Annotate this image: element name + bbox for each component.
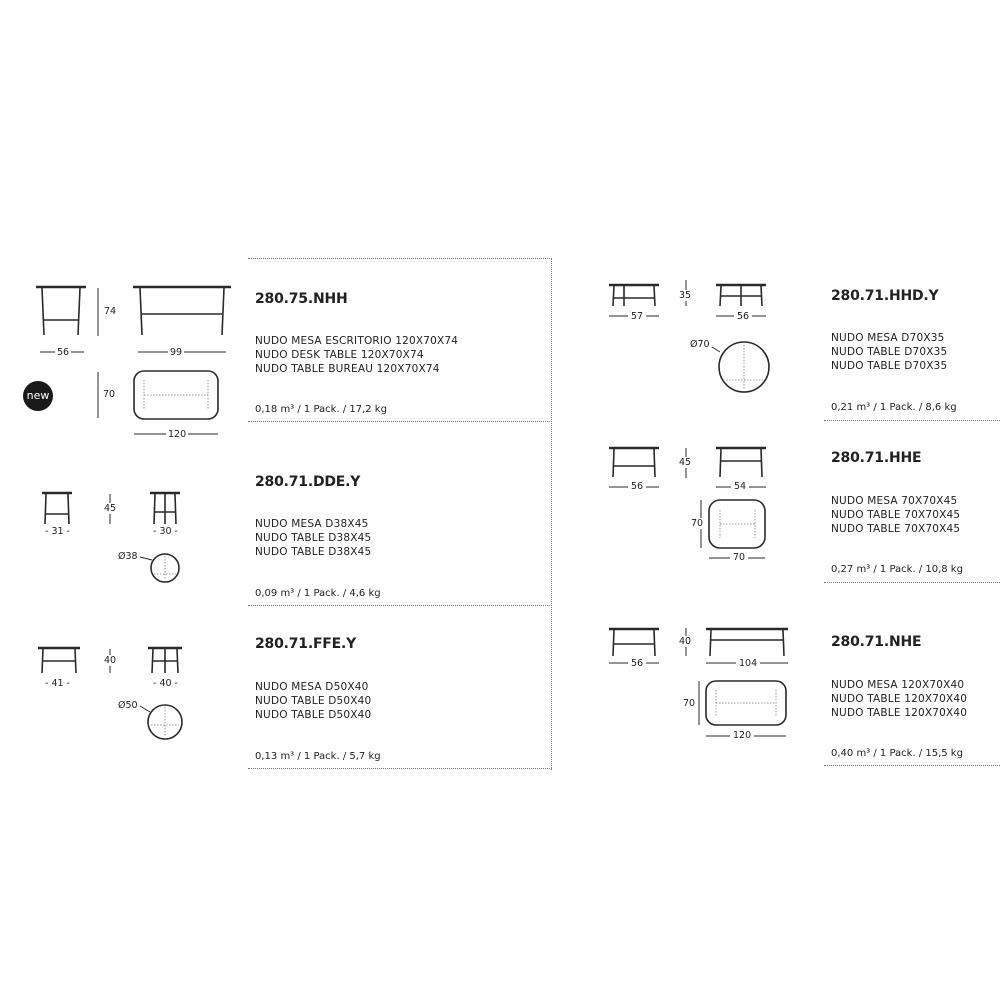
separator-row3-right: [824, 765, 1000, 766]
dim-height-label: 74: [104, 306, 117, 317]
name-es: NUDO MESA 120X70X40: [831, 679, 965, 691]
product-names: [255, 680, 371, 722]
product-names: [831, 678, 967, 720]
dim-front-width-label: 104: [736, 658, 760, 669]
dim-top-height-label: 70: [691, 518, 704, 529]
name-fr: NUDO TABLE D50X40: [255, 709, 372, 721]
product-names: [831, 331, 947, 373]
dim-front-width-label: 56: [734, 311, 752, 322]
product-code: 280.71.HHE: [831, 450, 922, 466]
dim-diameter-label: Ø50: [118, 700, 138, 711]
dim-front-width-label: 54: [731, 481, 749, 492]
name-es: NUDO MESA D50X40: [255, 681, 369, 693]
product-spec: 0,40 m³ / 1 Pack. / 15,5 kg: [831, 748, 963, 759]
coffee-table-120-drawing: [0, 0, 1, 1]
dim-top-width-label: 120: [168, 429, 187, 440]
dim-diameter-label: Ø38: [118, 551, 138, 562]
name-fr: NUDO TABLE D38X45: [255, 546, 372, 558]
separator-row2-left: [248, 605, 552, 606]
dim-height-label: 40: [104, 655, 117, 666]
dim-top-height-label: 70: [683, 698, 696, 709]
name-en: NUDO TABLE 70X70X45: [831, 509, 961, 521]
separator-top-left: [248, 258, 552, 259]
name-fr: NUDO TABLE 70X70X45: [831, 523, 961, 535]
product-names: [255, 334, 458, 376]
dim-side-width-label: 56: [628, 481, 646, 492]
separator-row3-left: [248, 768, 552, 769]
separator-row2-right: [824, 582, 1000, 583]
dim-height-label: 40: [679, 636, 692, 647]
name-es: NUDO MESA ESCRITORIO 120X70X74: [255, 335, 459, 347]
product-spec: 0,27 m³ / 1 Pack. / 10,8 kg: [831, 564, 963, 575]
dim-front-width-label: - 30 -: [153, 526, 178, 537]
dim-top-width-label: 120: [730, 730, 754, 741]
name-fr: NUDO TABLE D70X35: [831, 360, 948, 372]
name-es: NUDO MESA D38X45: [255, 518, 369, 530]
name-es: NUDO MESA 70X70X45: [831, 495, 958, 507]
name-fr: NUDO TABLE 120X70X40: [831, 707, 968, 719]
new-badge: new: [23, 381, 53, 411]
dim-top-width-label: 70: [730, 552, 748, 563]
product-spec: 0,09 m³ / 1 Pack. / 4,6 kg: [255, 588, 381, 599]
name-en: NUDO TABLE 120X70X40: [831, 693, 968, 705]
name-fr: NUDO TABLE BUREAU 120X70X74: [255, 363, 440, 375]
product-spec: 0,13 m³ / 1 Pack. / 5,7 kg: [255, 751, 381, 762]
separator-row1-right: [824, 420, 1000, 421]
dim-side-width-label: 56: [628, 658, 646, 669]
dim-side-width-label: - 41 -: [45, 678, 70, 689]
dim-front-width-label: 99: [170, 347, 183, 358]
product-spec: 0,18 m³ / 1 Pack. / 17,2 kg: [255, 404, 387, 415]
dim-top-height-label: 70: [103, 389, 116, 400]
name-en: NUDO TABLE D50X40: [255, 695, 372, 707]
name-en: NUDO DESK TABLE 120X70X74: [255, 349, 424, 361]
dim-height-label: 45: [104, 503, 117, 514]
separator-vertical-left: [551, 258, 552, 770]
product-code: 280.71.DDE.Y: [255, 474, 361, 490]
dim-height-label: 45: [679, 457, 692, 468]
product-code: 280.71.NHE: [831, 634, 922, 650]
name-es: NUDO MESA D70X35: [831, 332, 945, 344]
product-names: [831, 494, 960, 536]
product-code: 280.75.NHH: [255, 291, 348, 307]
product-spec: 0,21 m³ / 1 Pack. / 8,6 kg: [831, 402, 957, 413]
name-en: NUDO TABLE D70X35: [831, 346, 948, 358]
product-names: [255, 517, 371, 559]
name-en: NUDO TABLE D38X45: [255, 532, 372, 544]
dim-height-label: 35: [679, 290, 692, 301]
dim-side-width-label: - 31 -: [45, 526, 70, 537]
product-code: 280.71.HHD.Y: [831, 288, 939, 304]
dim-front-width-label: - 40 -: [153, 678, 178, 689]
product-code: 280.71.FFE.Y: [255, 636, 357, 652]
dim-side-width-label: 57: [628, 311, 646, 322]
separator-row1-left: [248, 421, 552, 422]
dim-diameter-label: Ø70: [690, 339, 710, 350]
dim-side-width-label: 56: [57, 347, 70, 358]
